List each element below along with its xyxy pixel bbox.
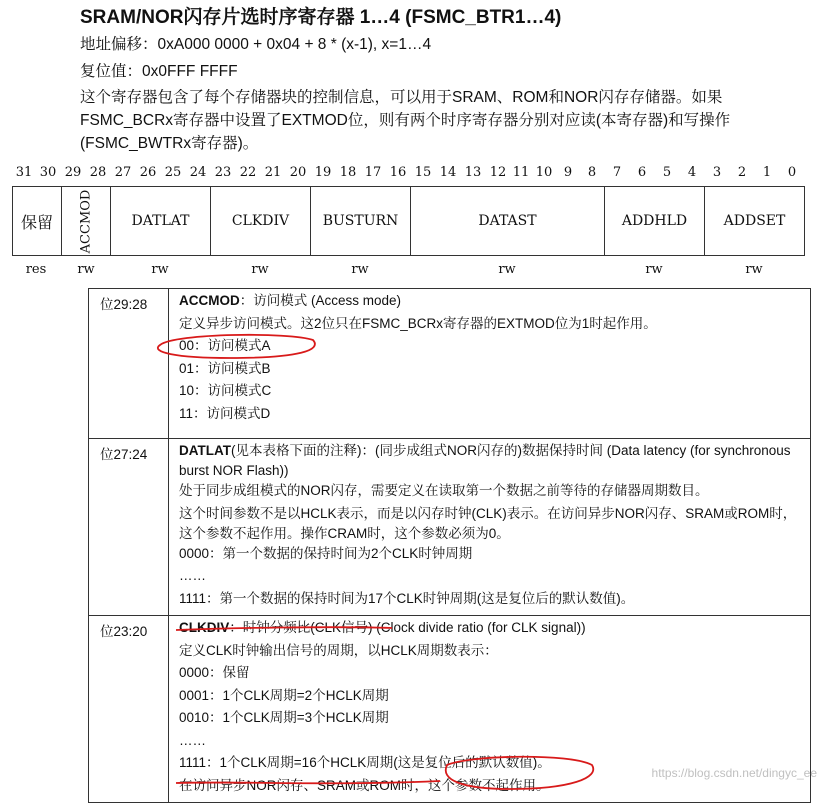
description-line: 10：访问模式C [179, 383, 272, 398]
bit-range: 位23:20 [89, 616, 169, 802]
bit-number: 20 [289, 165, 307, 180]
bit-number: 0 [787, 165, 797, 180]
field-label: ADDHLD [621, 213, 688, 229]
description-line: 0001：1个CLK周期=2个HCLK周期 [179, 687, 389, 703]
row-spacer [179, 426, 802, 434]
field-accmod [61, 186, 111, 256]
bit-description-table [88, 288, 811, 803]
register-title: SRAM/NOR闪存片选时序寄存器 1…4 (FSMC_BTR1…4) [80, 7, 562, 28]
bit-number: 17 [364, 165, 382, 180]
bit-number: 4 [687, 165, 697, 180]
field-label: CLKDIV [231, 213, 290, 229]
bit-number: 19 [314, 165, 332, 180]
description-line: 11：访问模式D [179, 405, 271, 421]
bit-number: 28 [89, 165, 107, 180]
reset-value: 复位值：0x0FFF FFFF [80, 63, 238, 80]
field-label: DATAST [478, 213, 537, 229]
description-row-accmod [89, 289, 810, 439]
field-label: ADDSET [723, 213, 786, 229]
bit-number: 8 [587, 165, 597, 180]
field-datast [410, 186, 605, 256]
bit-number: 2 [737, 165, 747, 180]
bit-number: 31 [15, 165, 33, 180]
field-datlat [110, 186, 211, 256]
address-offset: 地址偏移：0xA000 0000 + 0x04 + 8 * (x-1), x=1…4 [80, 36, 432, 53]
field-access: rw [645, 262, 663, 277]
description-line: 定义CLK时钟输出信号的周期，以HCLK周期数表示： [179, 642, 498, 658]
field-label: BUSTURN [322, 213, 399, 229]
description-line: 00：访问模式A [179, 338, 271, 353]
field-label: ACCMOD [78, 189, 94, 253]
field-reserved [12, 186, 62, 256]
description-line: 0010：1个CLK周期=3个HCLK周期 [179, 710, 389, 725]
bit-number: 1 [762, 165, 772, 180]
field-access: res [25, 262, 47, 277]
bit-number: 7 [612, 165, 622, 180]
description-line: 1111：1个CLK周期=16个HCLK周期(这是复位后的默认数值)。 [179, 755, 551, 770]
field-title: ：访问模式 (Access mode) [239, 293, 402, 308]
bit-number: 18 [339, 165, 357, 180]
description-line: 0000：保留 [179, 665, 250, 680]
bit-number: 11 [512, 165, 530, 180]
field-name: ACCMOD [179, 293, 240, 308]
field-clkdiv [210, 186, 311, 256]
bit-number: 12 [489, 165, 507, 180]
bit-number: 27 [114, 165, 132, 180]
bit-number: 29 [64, 165, 82, 180]
bit-number: 5 [662, 165, 672, 180]
bit-number: 25 [164, 165, 182, 180]
field-label: 保留 [20, 212, 53, 232]
bit-number: 10 [535, 165, 553, 180]
description-line: 0000：第一个数据的保持时间为2个CLK时钟周期 [179, 545, 473, 561]
description-line: 处于同步成组模式的NOR闪存，需要定义在读取第一个数据之前等待的存储器周期数目。 [179, 483, 709, 498]
bit-range: 位27:24 [89, 439, 169, 615]
field-name: CLKDIV [179, 620, 230, 635]
description-line: 01：访问模式B [179, 360, 271, 376]
field-access: rw [77, 262, 95, 277]
description-line: 定义异步访问模式。这2位只在FSMC_BCRx寄存器的EXTMOD位为1时起作用。 [179, 315, 657, 331]
description-content [169, 439, 810, 615]
field-addhld [604, 186, 705, 256]
bit-number: 3 [712, 165, 722, 180]
bit-number: 13 [464, 165, 482, 180]
field-addset [704, 186, 805, 256]
description-title [179, 291, 802, 314]
bit-number: 26 [139, 165, 157, 180]
field-busturn [310, 186, 411, 256]
field-title: ：时钟分频比(CLK信号) (Clock divide ratio (for CLK signal)) [229, 620, 586, 635]
bit-number: 6 [637, 165, 647, 180]
description-line: 1111：第一个数据的保持时间为17个CLK时钟周期(这是复位后的默认数值)。 [179, 590, 635, 606]
bit-number: 24 [189, 165, 207, 180]
description-content [169, 289, 810, 438]
description-line: 这个时间参数不是以HCLK表示，而是以闪存时钟(CLK)表示。在访问异步NOR闪存、SRAM或ROM时，这个参数不起作用。操作CRAM时，这个参数必须为0。 [179, 505, 797, 541]
field-name: DATLAT [179, 443, 231, 458]
bit-number: 23 [214, 165, 232, 180]
bit-number: 22 [239, 165, 257, 180]
description-title [179, 441, 802, 481]
watermark: https://blog.csdn.net/dingyc_ee [651, 766, 817, 780]
bit-number: 15 [414, 165, 432, 180]
description-title [179, 618, 802, 641]
description-line: …… [179, 568, 206, 583]
field-access: rw [745, 262, 763, 277]
bit-number: 16 [389, 165, 407, 180]
bit-number: 30 [39, 165, 57, 180]
bit-number: 21 [264, 165, 282, 180]
field-title: (见本表格下面的注释)：(同步成组式NOR闪存的)数据保持时间 (Data latency (for synchronous burst NOR Flash)) [179, 443, 791, 478]
bit-number: 9 [563, 165, 573, 180]
field-label: DATLAT [131, 213, 190, 229]
description-line: 在访问异步NOR闪存、SRAM或ROM时，这个参数不起作用。 [179, 777, 550, 793]
bit-number: 14 [439, 165, 457, 180]
field-access: rw [251, 262, 269, 277]
description-row-datlat [89, 439, 810, 616]
bit-range: 位29:28 [89, 289, 169, 438]
description-line: …… [179, 732, 206, 748]
field-access: rw [351, 262, 369, 277]
register-description: 这个寄存器包含了每个存储器块的控制信息，可以用于SRAM、ROM和NOR闪存存储器。如果FSMC_BCRx寄存器中设置了EXTMOD位，则有两个时序寄存器分别对应读(本寄存器)和写操作(FSMC_BWTRx寄存器)。 [80, 89, 731, 152]
field-access: rw [151, 262, 169, 277]
field-access: rw [498, 262, 516, 277]
